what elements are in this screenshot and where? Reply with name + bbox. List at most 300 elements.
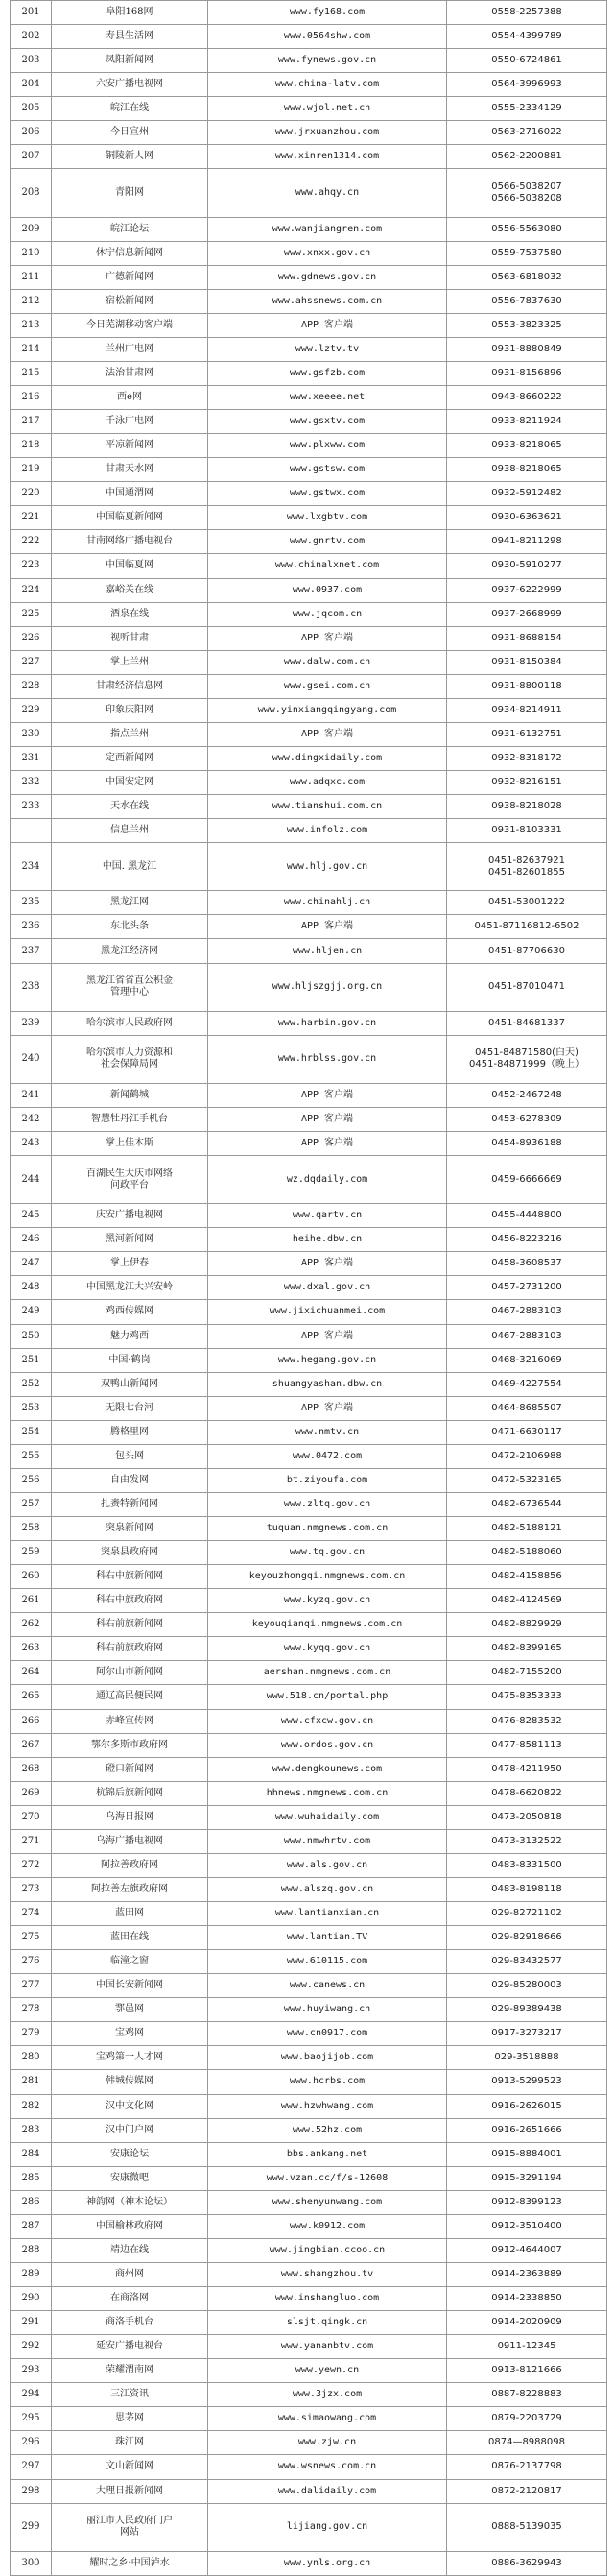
- contact-phone-cell: [447, 1132, 607, 1156]
- site-name: 广德新闻网: [106, 271, 154, 282]
- table-row: [11, 1902, 607, 1926]
- site-url: www.tianshui.com.cn: [272, 801, 383, 812]
- site-url-cell: [208, 2479, 447, 2503]
- row-number-cell: 204: [11, 73, 52, 97]
- site-name-cell: [52, 1637, 208, 1661]
- site-name-cell: [52, 73, 208, 97]
- contact-phone: 0451-82601855: [488, 866, 565, 878]
- site-name: 甘肃天水网: [106, 464, 154, 475]
- site-url-cell: [208, 1228, 447, 1252]
- row-number-cell: 230: [11, 722, 52, 746]
- contact-phone-cell: [447, 722, 607, 746]
- site-url: www.shenyunwang.com: [272, 2196, 383, 2207]
- site-name-cell: [52, 2311, 208, 2335]
- table-row: [11, 361, 607, 385]
- site-url: www.jrxuanzhou.com: [274, 127, 380, 138]
- site-url-cell: [208, 2190, 447, 2214]
- contact-phone: 0915-3291194: [491, 2172, 562, 2183]
- contact-phone: 0914-2338850: [491, 2293, 562, 2304]
- contact-phone-cell: [447, 2455, 607, 2479]
- site-name-cell: [52, 1829, 208, 1853]
- site-name: 哈尔滨市人力资源和: [86, 1047, 173, 1059]
- site-name: 汉中门户网: [106, 2124, 154, 2135]
- site-name: 阿尔山市新闻网: [96, 1667, 163, 1678]
- site-url: www.wjol.net.cn: [283, 103, 371, 114]
- site-url: www.chinahlj.cn: [283, 897, 371, 908]
- site-name: 荣耀渭南网: [106, 2365, 154, 2376]
- row-number-cell: 251: [11, 1348, 52, 1372]
- contact-phone: 029-3518888: [494, 2052, 559, 2063]
- site-name-cell: [52, 1132, 208, 1156]
- table-row: [11, 1661, 607, 1685]
- table-row: [11, 1372, 607, 1396]
- site-url-cell: [208, 795, 447, 819]
- table-row: [11, 386, 607, 410]
- row-number-cell: 258: [11, 1517, 52, 1541]
- row-number-cell: 285: [11, 2166, 52, 2190]
- table-row: [11, 2479, 607, 2503]
- row-number-cell: 264: [11, 1661, 52, 1685]
- site-name-cell: [52, 1348, 208, 1372]
- site-url-cell: [208, 2359, 447, 2383]
- contact-phone: 0888-5139035: [491, 2521, 562, 2533]
- contact-phone-cell: [447, 289, 607, 313]
- site-name: 宝鸡第一人才网: [96, 2052, 163, 2063]
- site-url-cell: [208, 2142, 447, 2166]
- site-url: www.wuhaidaily.com: [274, 1811, 380, 1822]
- site-url-cell: [208, 241, 447, 265]
- contact-phone-cell: [447, 2479, 607, 2503]
- row-number-cell: 280: [11, 2046, 52, 2070]
- site-url: www.lxgbtv.com: [286, 512, 368, 523]
- contact-phone: 0451-87116812-6502: [474, 921, 579, 932]
- site-name: 掌上佳木斯: [106, 1138, 154, 1149]
- contact-phone-cell: [447, 650, 607, 674]
- row-number-cell: 237: [11, 939, 52, 963]
- site-name-cell: [52, 2070, 208, 2094]
- contact-phone: 0914-2020909: [491, 2317, 562, 2328]
- site-name-cell: [52, 1709, 208, 1733]
- site-name-cell: [52, 1011, 208, 1035]
- site-name: 宝鸡网: [115, 2028, 144, 2039]
- table-row: [11, 2262, 607, 2286]
- contact-phone-cell: [447, 458, 607, 482]
- table-row: [11, 626, 607, 650]
- site-url-cell: [208, 2503, 447, 2551]
- site-name: 商洛手机台: [106, 2317, 154, 2328]
- contact-phone: 0932-5912482: [491, 488, 562, 499]
- contact-phone: 0451-84871580(白天): [475, 1047, 579, 1059]
- site-name: 包头网: [115, 1450, 144, 1461]
- table-row: [11, 2407, 607, 2431]
- row-number-cell: 249: [11, 1300, 52, 1324]
- site-url: www.xnxx.gov.cn: [283, 247, 371, 258]
- contact-phone: 0553-3823325: [491, 319, 562, 330]
- contact-phone-cell: [447, 1011, 607, 1035]
- row-number-cell: 246: [11, 1228, 52, 1252]
- site-url: www.dalw.com.cn: [283, 656, 371, 667]
- site-url: www.ordos.gov.cn: [280, 1739, 374, 1750]
- row-number-cell: 255: [11, 1444, 52, 1468]
- site-url: www.kyqq.gov.cn: [283, 1643, 371, 1654]
- contact-phone-cell: [447, 2238, 607, 2262]
- row-number-cell: 225: [11, 602, 52, 626]
- site-url-cell: [208, 722, 447, 746]
- contact-phone: 0478-6620822: [491, 1787, 562, 1798]
- site-name: 指点兰州: [110, 728, 149, 739]
- contact-phone-cell: [447, 554, 607, 578]
- row-number-cell: 243: [11, 1132, 52, 1156]
- contact-phone: 0931-8103331: [491, 825, 562, 836]
- site-url-cell: [208, 1324, 447, 1348]
- site-url-cell: [208, 1204, 447, 1228]
- contact-phone: 0912-4644007: [491, 2244, 562, 2255]
- table-row: [11, 2094, 607, 2118]
- row-number-cell: 203: [11, 49, 52, 73]
- contact-phone: 0879-2203729: [491, 2413, 562, 2424]
- site-url: www.hegang.gov.cn: [277, 1354, 377, 1365]
- row-number-cell: 236: [11, 915, 52, 939]
- site-name: 魅力鸡西: [110, 1330, 149, 1341]
- row-number-cell: 241: [11, 1083, 52, 1107]
- site-url-cell: [208, 1829, 447, 1853]
- site-name-cell: [52, 217, 208, 241]
- site-url-cell: [208, 1011, 447, 1035]
- contact-phone-cell: [447, 1396, 607, 1420]
- contact-phone-cell: [447, 1107, 607, 1131]
- table-row: [11, 891, 607, 915]
- contact-phone: 0916-2626015: [491, 2100, 562, 2111]
- contact-phone: 0931-8800118: [491, 680, 562, 691]
- site-name: 东北头条: [110, 921, 149, 932]
- contact-phone: 0931-8880849: [491, 343, 562, 354]
- row-number-cell: 292: [11, 2335, 52, 2359]
- site-name-cell: [52, 1372, 208, 1396]
- site-url-cell: [208, 1757, 447, 1781]
- site-name-cell: [52, 1805, 208, 1829]
- table-row: [11, 1926, 607, 1950]
- contact-phone-cell: [447, 265, 607, 289]
- site-url-cell: [208, 1709, 447, 1733]
- contact-phone: 0473-3132522: [491, 1835, 562, 1846]
- site-url-cell: [208, 602, 447, 626]
- row-number-cell: 272: [11, 1853, 52, 1877]
- table-row: [11, 241, 607, 265]
- site-url-cell: [208, 530, 447, 554]
- site-name: 法治甘肃网: [106, 367, 154, 378]
- site-url: www.ahssnews.com.cn: [272, 295, 383, 306]
- contact-phone-cell: [447, 361, 607, 385]
- site-name-cell: [52, 1444, 208, 1468]
- contact-phone-cell: [447, 626, 607, 650]
- site-name: 蓝田网: [115, 1908, 144, 1919]
- contact-phone-cell: [447, 1517, 607, 1541]
- table-row: [11, 1348, 607, 1372]
- contact-phone-cell: [447, 386, 607, 410]
- site-name-cell: [52, 2190, 208, 2214]
- row-number-cell: 231: [11, 746, 52, 770]
- site-name-cell: [52, 1781, 208, 1805]
- site-name: 中国通渭网: [106, 488, 154, 499]
- site-url-cell: [208, 1107, 447, 1131]
- site-name: 新闻鹤城: [110, 1089, 149, 1100]
- site-name: 视听甘肃: [110, 632, 149, 643]
- site-name: 腾格里网: [110, 1426, 149, 1437]
- row-number-cell: 233: [11, 795, 52, 819]
- table-row: [11, 1132, 607, 1156]
- table-row: [11, 1468, 607, 1492]
- site-url-cell: [208, 1589, 447, 1613]
- table-row: [11, 169, 607, 217]
- contact-phone: 0563-2716022: [491, 127, 562, 138]
- contact-phone-cell: [447, 1324, 607, 1348]
- site-name-cell: [52, 265, 208, 289]
- row-number-cell: 240: [11, 1035, 52, 1083]
- site-url-cell: [208, 25, 447, 49]
- row-number-cell: 271: [11, 1829, 52, 1853]
- site-url: www.gdnews.gov.cn: [277, 271, 377, 282]
- site-name-cell: [52, 2022, 208, 2046]
- table-row: [11, 2431, 607, 2455]
- site-name-cell: [52, 554, 208, 578]
- site-name: 鄠邑网: [115, 2004, 144, 2015]
- contact-phone: 0477-8581113: [491, 1739, 562, 1750]
- table-row: [11, 1517, 607, 1541]
- site-url: www.nmwhrtv.com: [283, 1835, 371, 1846]
- site-url: www.cn0917.com: [286, 2028, 368, 2039]
- site-url: APP 客户端: [300, 1113, 354, 1124]
- site-name: 哈尔滨市人民政府网: [86, 1017, 173, 1028]
- site-url: www.nmtv.cn: [295, 1426, 360, 1437]
- table-row: [11, 1300, 607, 1324]
- site-name: 鄂尔多斯市政府网: [91, 1739, 168, 1750]
- row-number-cell: 214: [11, 337, 52, 361]
- site-name-cell: [52, 1107, 208, 1131]
- contact-phone-cell: [447, 2190, 607, 2214]
- table-row: [11, 121, 607, 145]
- site-name: 杭锦后旗新闻网: [96, 1787, 163, 1798]
- contact-phone-cell: [447, 1998, 607, 2022]
- site-url-cell: [208, 2287, 447, 2311]
- site-url: www.gsfzb.com: [289, 367, 366, 378]
- site-name-cell: [52, 795, 208, 819]
- table-row: [11, 1541, 607, 1565]
- site-url-cell: [208, 2070, 447, 2094]
- site-url-cell: [208, 1468, 447, 1492]
- site-name-cell: [52, 1420, 208, 1444]
- contact-phone: 0451-53001222: [488, 897, 565, 908]
- contact-phone: 0911-12345: [497, 2341, 556, 2352]
- contact-phone: 029-82721102: [491, 1908, 562, 1919]
- row-number-cell: 267: [11, 1733, 52, 1757]
- site-name-cell: [52, 1733, 208, 1757]
- site-name-cell: [52, 241, 208, 265]
- contact-phone: 0456-8223216: [491, 1234, 562, 1245]
- contact-phone: 0468-3216069: [491, 1354, 562, 1365]
- contact-phone-cell: [447, 2022, 607, 2046]
- site-name-cell: [52, 602, 208, 626]
- row-number-cell: 299: [11, 2503, 52, 2551]
- site-name: 平凉新闻网: [106, 440, 154, 451]
- contact-phone-cell: [447, 1709, 607, 1733]
- contact-phone: 0467-2883103: [491, 1306, 562, 1317]
- table-row: [11, 73, 607, 97]
- site-name-cell: [52, 1083, 208, 1107]
- row-number-cell: 224: [11, 578, 52, 602]
- table-row: [11, 145, 607, 169]
- site-name-cell: [52, 578, 208, 602]
- site-url: www.yinxiangqingyang.com: [257, 704, 397, 715]
- contact-phone-cell: [447, 482, 607, 506]
- site-url-cell: [208, 1974, 447, 1998]
- contact-phone-cell: [447, 506, 607, 530]
- row-number-cell: 260: [11, 1565, 52, 1589]
- row-number-cell: 297: [11, 2455, 52, 2479]
- contact-phone: 0482-8399165: [491, 1643, 562, 1654]
- table-row: [11, 2287, 607, 2311]
- site-url-cell: [208, 1444, 447, 1468]
- websites-table: [10, 0, 607, 2576]
- contact-phone: 0454-8936188: [491, 1138, 562, 1149]
- site-url: www.ahqy.cn: [295, 187, 360, 198]
- site-name: 阿拉善左旗政府网: [91, 1883, 168, 1894]
- site-name: 皖江在线: [110, 103, 149, 114]
- site-name: 甘肃经济信息网: [96, 680, 163, 691]
- table-row: [11, 1083, 607, 1107]
- contact-phone: 0943-8660222: [491, 392, 562, 403]
- site-url-cell: [208, 1420, 447, 1444]
- table-row: [11, 915, 607, 939]
- row-number-cell: 288: [11, 2238, 52, 2262]
- site-name-cell: [52, 650, 208, 674]
- site-name: 科右中旗新闻网: [96, 1571, 163, 1582]
- site-url: www.inshangluo.com: [274, 2293, 380, 2304]
- site-name-cell: [52, 1613, 208, 1637]
- contact-phone: 0931-8150384: [491, 656, 562, 667]
- site-name: 问政平台: [110, 1179, 149, 1191]
- contact-phone-cell: [447, 2287, 607, 2311]
- site-url: bt.ziyoufa.com: [286, 1474, 368, 1485]
- table-row: [11, 2311, 607, 2335]
- contact-phone: 0453-6278309: [491, 1113, 562, 1124]
- site-name-cell: [52, 169, 208, 217]
- site-name: 百湖民生大庆市网络: [86, 1168, 173, 1179]
- site-url: www.zjw.cn: [297, 2437, 357, 2448]
- site-url: www.gsei.com.cn: [283, 680, 371, 691]
- contact-phone: 0482-8829929: [491, 1619, 562, 1630]
- contact-phone: 0931-6132751: [491, 728, 562, 739]
- site-url: APP 客户端: [300, 632, 354, 643]
- table-row: [11, 722, 607, 746]
- site-url-cell: [208, 1661, 447, 1685]
- site-name: 汉中文化网: [106, 2100, 154, 2111]
- table-row: [11, 410, 607, 434]
- contact-phone-cell: [447, 1877, 607, 1901]
- contact-phone: 0482-5188060: [491, 1547, 562, 1558]
- site-name-cell: [52, 1156, 208, 1204]
- contact-phone: 0558-2257388: [491, 7, 562, 18]
- site-name-cell: [52, 410, 208, 434]
- site-url-cell: [208, 434, 447, 458]
- site-name-cell: [52, 626, 208, 650]
- site-url-cell: [208, 1132, 447, 1156]
- contact-phone: 0941-8211298: [491, 536, 562, 547]
- site-url-cell: [208, 1348, 447, 1372]
- table-row: [11, 795, 607, 819]
- site-url-cell: [208, 386, 447, 410]
- contact-phone: 0930-5910277: [491, 560, 562, 571]
- site-name: 掌上兰州: [110, 656, 149, 667]
- site-name-cell: [52, 2359, 208, 2383]
- row-number-cell: 239: [11, 1011, 52, 1035]
- row-number-cell: 261: [11, 1589, 52, 1613]
- contact-phone-cell: [447, 530, 607, 554]
- contact-phone: 0937-2668999: [491, 608, 562, 619]
- site-url-cell: [208, 1998, 447, 2022]
- contact-phone-cell: [447, 73, 607, 97]
- site-url: www.baojijob.com: [280, 2052, 374, 2063]
- contact-phone: 0451-84681337: [488, 1017, 565, 1028]
- row-number-cell: 291: [11, 2311, 52, 2335]
- site-url: slsjt.qingk.cn: [286, 2317, 368, 2328]
- site-name: 甘南网络广播电视台: [86, 536, 173, 547]
- site-name: 双鸭山新闻网: [101, 1378, 158, 1389]
- site-url: www.3jzx.com: [292, 2389, 363, 2400]
- contact-phone: 0472-2106988: [491, 1450, 562, 1461]
- site-url: www.dalidaily.com: [277, 2485, 377, 2496]
- site-name: 六安广播电视网: [96, 79, 163, 90]
- site-name: 蓝田在线: [110, 1932, 149, 1943]
- site-url: APP 客户端: [300, 1138, 354, 1149]
- site-url-cell: [208, 121, 447, 145]
- site-url: www.canews.cn: [289, 1980, 366, 1991]
- site-name-cell: [52, 121, 208, 145]
- site-url: bbs.ankang.net: [286, 2148, 368, 2159]
- contact-phone: 0559-7537580: [491, 247, 562, 258]
- site-name: 定西新闻网: [106, 752, 154, 763]
- site-name-cell: [52, 145, 208, 169]
- contact-phone: 0876-2137798: [491, 2461, 562, 2472]
- site-url-cell: [208, 819, 447, 843]
- contact-phone: 0566-5038208: [491, 193, 562, 204]
- row-number-cell: 215: [11, 361, 52, 385]
- site-name-cell: [52, 1661, 208, 1685]
- table-row: [11, 1709, 607, 1733]
- row-number-cell: 262: [11, 1613, 52, 1637]
- site-url: www.dingxidaily.com: [272, 752, 383, 763]
- contact-phone: 0912-8399123: [491, 2196, 562, 2207]
- site-url: www.dxal.gov.cn: [283, 1282, 371, 1293]
- site-url-cell: [208, 2046, 447, 2070]
- site-url: www.610115.com: [286, 1956, 368, 1967]
- contact-phone: 0887-8228883: [491, 2389, 562, 2400]
- site-name-cell: [52, 1877, 208, 1901]
- contact-phone: 0457-2731200: [491, 1282, 562, 1293]
- contact-phone-cell: [447, 771, 607, 795]
- site-name: 青阳网: [115, 187, 144, 198]
- site-name: 文山新闻网: [106, 2461, 154, 2472]
- site-name: 无限七台河: [106, 1402, 154, 1413]
- site-url: www.kyzq.gov.cn: [283, 1595, 371, 1606]
- site-url: hhnews.nmgnews.com.cn: [266, 1787, 389, 1798]
- table-row: [11, 1685, 607, 1709]
- row-number-cell: 216: [11, 386, 52, 410]
- contact-phone: 0930-6363621: [491, 512, 562, 523]
- site-name: 中国·鹤岗: [108, 1354, 151, 1365]
- site-name-cell: [52, 2383, 208, 2407]
- site-name-cell: [52, 1685, 208, 1709]
- table-row: [11, 313, 607, 337]
